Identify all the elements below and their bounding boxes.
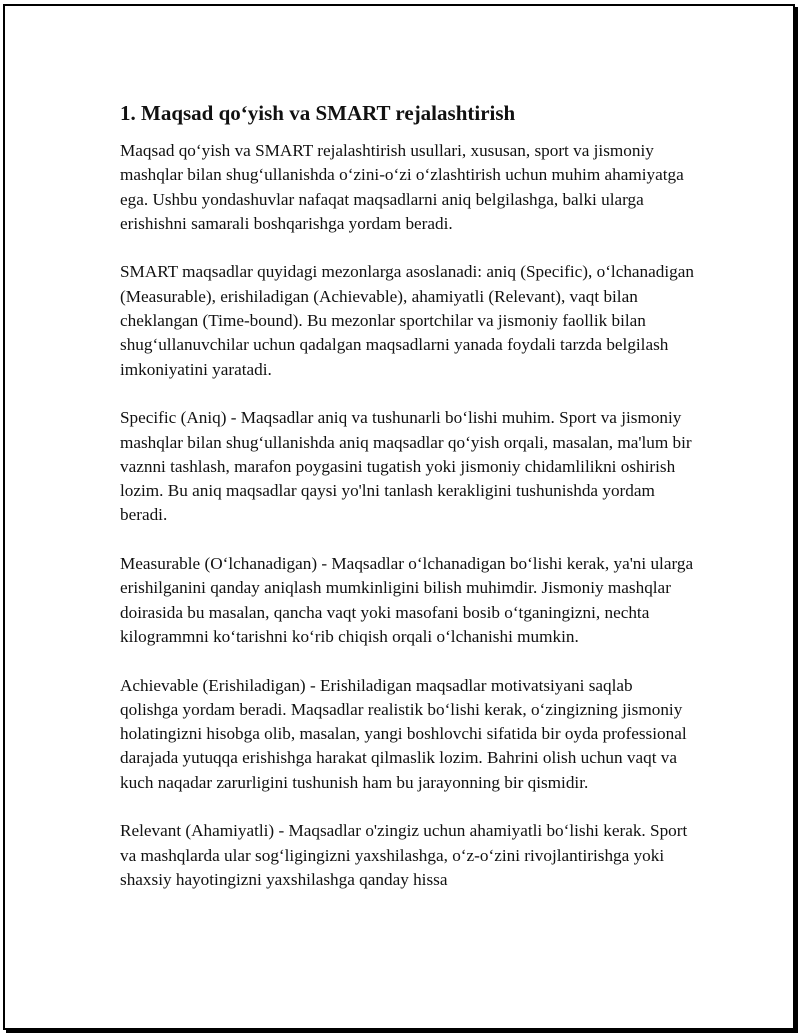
paragraph-intro: Maqsad qo‘yish va SMART rejalashtirish usullari, xususan, sport va jismoniy mashqlar bilan shug‘ullanishda o‘zini-o‘zi o‘zlashtirish uchun muhim ahamiyatga ega. Ushbu yondashuvlar nafaqat maqsadlarni aniq belgilashga, balki ularga erishishni samarali boshqarishga yordam beradi. xyxy=(120,141,684,233)
paragraph-specific: Specific (Aniq) - Maqsadlar aniq va tushunarli bo‘lishi muhim. Sport va jismoniy mashqlar bilan shug‘ullanishda aniq maqsadlar qo‘yish orqali, masalan, ma'lum bir vaznni tashlash, marafon poygasini tugatish yoki jismoniy chidamlilikni oshirish lozim. Bu aniq maqsadlar qaysi yo'lni tanlash kerakligini tushunishda yordam beradi. xyxy=(120,408,692,525)
paragraph-smart-criteria: SMART maqsadlar quyidagi mezonlarga asoslanadi: aniq (Specific), o‘lchanadigan (Measurable), erishiladigan (Achievable), ahamiyatli (Relevant), vaqt bilan cheklangan (Time-bound). Bu mezonlar sportchilar va jismoniy faollik bilan shug‘ullanuvchilar uchun qadalgan maqsadlarni yanada foydali tarzda belgilash imkoniyatini yaratadi. xyxy=(120,262,694,379)
section-heading: 1. Maqsad qo‘yish va SMART rejalashtirish xyxy=(120,101,516,125)
paragraph-measurable: Measurable (O‘lchanadigan) - Maqsadlar o‘lchanadigan bo‘lishi kerak, ya'ni ularga erishilganini qanday aniqlash mumkinligini bilish muhimdir. Jismoniy mashqlar doirasida bu masalan, qancha vaqt yoki masofani bosib o‘tganingizni, nechta kilogrammni ko‘tarishni ko‘rib chiqish orqali o‘lchanishi mumkin. xyxy=(120,554,694,646)
paragraph-achievable: Achievable (Erishiladigan) - Erishiladigan maqsadlar motivatsiyani saqlab qolishga yordam beradi. Maqsadlar realistik bo‘lishi kerak, o‘zingizning jismoniy holatingizni hisobga olib, masalan, yangi boshlovchi sifatida bir oyda professional darajada yutuqqa erishishga harakat qilmaslik lozim. Bahrini olish uchun vaqt va kuch naqadar zarurligini tushunish ham bu jarayonning bir qismidir. xyxy=(120,675,687,792)
document-content xyxy=(120,94,695,917)
paragraph-relevant: Relevant (Ahamiyatli) - Maqsadlar o'zingiz uchun ahamiyatli bo‘lishi kerak. Sport va mashqlarda ular sog‘ligingizni yaxshilashga, o‘z-o‘zini rivojlantirishga yoki shaxsiy hayotingizni yaxshilashga qanday hissa xyxy=(120,821,688,889)
document-page xyxy=(3,4,795,1030)
